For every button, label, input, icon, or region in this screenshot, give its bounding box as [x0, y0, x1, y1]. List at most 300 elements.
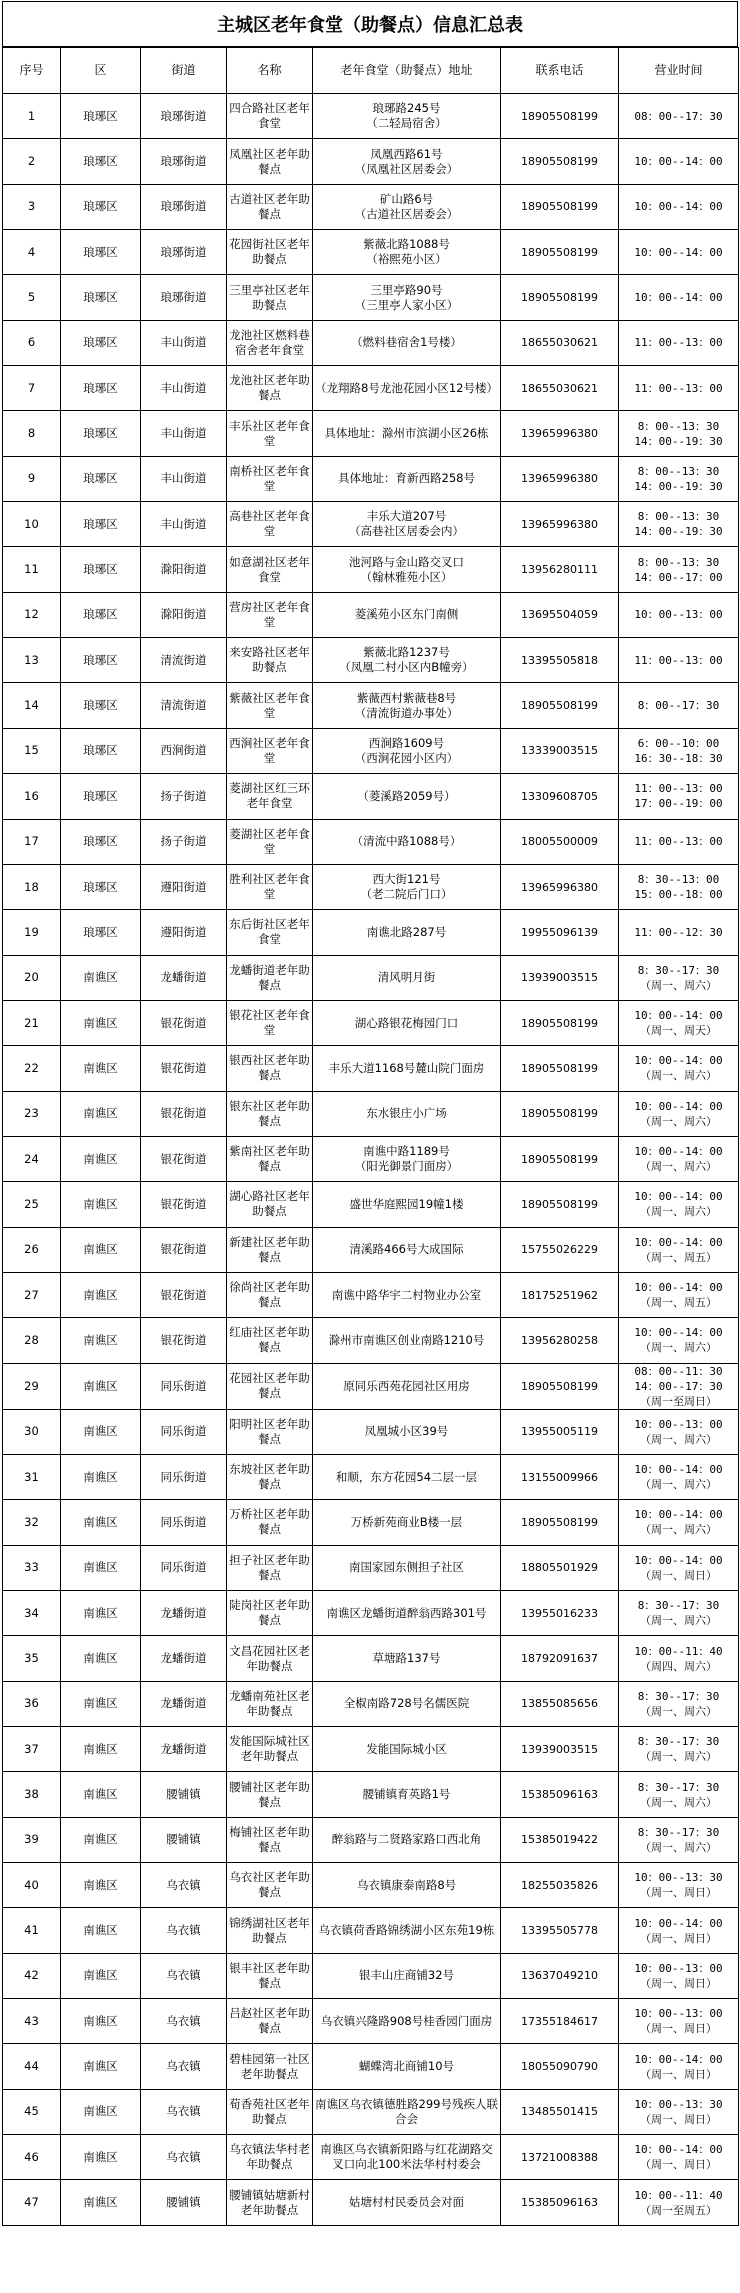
cell-address-text: 南谯区龙蟠街道醉翁西路301号 [326, 1605, 487, 1620]
cell-district [61, 1000, 141, 1045]
cell-street [141, 910, 227, 955]
cell-street [141, 955, 227, 1000]
cell-name-text: 银西社区老年助餐点 [229, 1053, 310, 1083]
cell-hours [619, 320, 739, 365]
cell-hours [619, 1681, 739, 1726]
cell-name [227, 1908, 313, 1953]
cell-address [313, 1636, 501, 1681]
cell-hours-text: 8：30--17：30 （周一、周六） [637, 1825, 720, 1854]
cell-district [61, 139, 141, 184]
cell-name-text: 如意湖社区老年食堂 [229, 554, 310, 584]
cell-district [61, 1454, 141, 1499]
cell-name-text: 龙蟠南苑社区老年助餐点 [229, 1688, 310, 1718]
cell-phone-text: 13339003515 [521, 744, 598, 758]
cell-district [61, 275, 141, 320]
cell-no [3, 94, 61, 139]
cell-street-text: 扬子街道 [160, 834, 207, 849]
cell-name-text: 陡岗社区老年助餐点 [229, 1598, 310, 1628]
cell-no-text: 22 [24, 1060, 39, 1075]
cell-district [61, 819, 141, 864]
table-row [3, 275, 739, 320]
cell-phone-text: 18655030621 [521, 336, 598, 350]
cell-no-text: 21 [24, 1015, 39, 1030]
cell-phone-text: 15385096163 [521, 2196, 598, 2210]
cell-address [313, 1953, 501, 1998]
cell-street [141, 864, 227, 909]
cell-phone-text: 13855085656 [521, 1697, 598, 1711]
cell-street [141, 366, 227, 411]
cell-address-text: 南谯区乌衣镇新阳路与红花湖路交叉口向北100米法华村村委会 [320, 2142, 493, 2172]
cell-name-text: 东后街社区老年食堂 [229, 917, 310, 947]
cell-phone-text: 15385096163 [521, 1788, 598, 1802]
cell-phone [501, 2180, 619, 2225]
cell-name-text: 发能国际城社区老年助餐点 [229, 1734, 310, 1764]
cell-phone-text: 18175251962 [521, 1288, 598, 1302]
cell-address-text: 南谯区乌衣镇德胜路299号残疾人联合会 [315, 2096, 498, 2126]
cell-street-text: 琅琊街道 [160, 290, 207, 305]
cell-address [313, 1454, 501, 1499]
cell-hours-text: 10：00--14：00 [634, 291, 723, 305]
cell-street [141, 1136, 227, 1181]
cell-hours-text: 10：00--14：00 （周一、周六） [634, 1463, 723, 1492]
cell-street-text: 琅琊街道 [160, 199, 207, 214]
cell-no [3, 910, 61, 955]
cell-phone-text: 18905508199 [521, 1197, 598, 1211]
cell-district-text: 南谯区 [83, 1378, 118, 1393]
cell-address-text: 紫薇北路1088号 （裕熙苑小区） [363, 237, 450, 267]
cell-address-text: 全椒南路728号名儒医院 [343, 1696, 470, 1711]
cell-name [227, 864, 313, 909]
cell-hours-text: 08：00--11：30 14：00--17：30 （周一至周日） [634, 1364, 723, 1408]
header-hours: 营业时间 [619, 48, 739, 94]
cell-phone [501, 1046, 619, 1091]
cell-hours [619, 819, 739, 864]
table-row [3, 1863, 739, 1908]
cell-name [227, 1500, 313, 1545]
cell-phone [501, 547, 619, 592]
table-row [3, 1772, 739, 1817]
cell-district-text: 琅琊区 [83, 834, 118, 849]
cell-name-text: 来安路社区老年助餐点 [229, 645, 310, 675]
cell-no-text: 42 [24, 1968, 39, 1983]
cell-street-text: 银花街道 [160, 1151, 207, 1166]
cell-phone-text: 18655030621 [521, 381, 598, 395]
cell-street-text: 清流街道 [160, 698, 207, 713]
cell-district [61, 1272, 141, 1317]
cell-no [3, 1091, 61, 1136]
cell-address [313, 1046, 501, 1091]
cell-hours-text: 8：30--17：30 （周一、周六） [637, 1689, 720, 1718]
cell-district [61, 1545, 141, 1590]
cell-name-text: 胜利社区老年食堂 [229, 872, 310, 902]
cell-phone-text: 18905508199 [521, 1016, 598, 1030]
cell-address [313, 1000, 501, 1045]
table-row [3, 366, 739, 411]
cell-district [61, 1182, 141, 1227]
cell-no [3, 2135, 61, 2180]
cell-address-text: 丰乐大道1168号麓山院门面房 [328, 1060, 485, 1075]
cell-address [313, 1227, 501, 1272]
cell-street-text: 龙蟠街道 [160, 1696, 207, 1711]
cell-address [313, 683, 501, 728]
cell-address [313, 2135, 501, 2180]
cell-district-text: 南谯区 [83, 1832, 118, 1847]
cell-hours-text: 10：00--11：40 （周四、周六） [634, 1644, 723, 1673]
cell-district-text: 琅琊区 [83, 290, 118, 305]
table-row [3, 910, 739, 955]
cell-no-text: 3 [27, 199, 36, 214]
cell-hours [619, 1363, 739, 1409]
cell-hours-text: 10：00--13：30 （周一、周日） [634, 1871, 723, 1900]
cell-no-text: 32 [24, 1514, 39, 1529]
cell-address-text: 紫薇西村紫薇巷8号 （清流街道办事处） [354, 690, 459, 720]
cell-district [61, 638, 141, 683]
cell-address-text: 乌衣镇兴隆路908号桂香园门面房 [320, 2013, 493, 2028]
cell-street [141, 139, 227, 184]
cell-district-text: 琅琊区 [83, 199, 118, 214]
cell-hours-text: 10：00--14：00 （周一、周天） [634, 1009, 723, 1038]
cell-address [313, 1908, 501, 1953]
table-row [3, 1227, 739, 1272]
table-row [3, 819, 739, 864]
table-row [3, 1136, 739, 1181]
cell-phone-text: 18905508199 [521, 699, 598, 713]
cell-street-text: 扬子街道 [160, 788, 207, 803]
page-title: 主城区老年食堂（助餐点）信息汇总表 [2, 1, 738, 47]
cell-no-text: 18 [24, 879, 39, 894]
cell-name-text: 菱湖社区红三环老年食堂 [229, 781, 310, 811]
cell-name [227, 1545, 313, 1590]
cell-address-text: 凤凰城小区39号 [364, 1424, 449, 1439]
cell-address [313, 1772, 501, 1817]
cell-street-text: 银花街道 [160, 1015, 207, 1030]
cell-district-text: 南谯区 [83, 1424, 118, 1439]
table-row [3, 1182, 739, 1227]
cell-street [141, 1454, 227, 1499]
cell-district-text: 南谯区 [83, 1605, 118, 1620]
cell-district [61, 1091, 141, 1136]
cell-hours [619, 1772, 739, 1817]
cell-phone [501, 910, 619, 955]
cell-no-text: 5 [27, 290, 36, 305]
cell-address [313, 502, 501, 547]
cell-name [227, 1591, 313, 1636]
cell-phone-text: 18005500009 [521, 835, 598, 849]
cell-no-text: 8 [27, 426, 36, 441]
table-row [3, 638, 739, 683]
cell-phone-text: 13955005119 [521, 1425, 598, 1439]
cell-phone-text: 13955016233 [521, 1606, 598, 1620]
cell-phone-text: 13965996380 [521, 472, 598, 486]
cell-name-text: 丰乐社区老年食堂 [229, 418, 310, 448]
cell-address [313, 1545, 501, 1590]
cell-address [313, 320, 501, 365]
cell-district-text: 南谯区 [83, 1332, 118, 1347]
cell-address-text: 池河路与金山路交叉口 （翰林雅苑小区） [349, 554, 464, 584]
cell-name [227, 1454, 313, 1499]
cell-hours [619, 2089, 739, 2134]
cell-no [3, 1545, 61, 1590]
cell-hours [619, 1318, 739, 1363]
table-row [3, 1545, 739, 1590]
cell-district-text: 琅琊区 [83, 154, 118, 169]
cell-district [61, 2044, 141, 2089]
cell-street-text: 遵阳街道 [160, 879, 207, 894]
cell-street-text: 银花街道 [160, 1332, 207, 1347]
cell-phone [501, 1454, 619, 1499]
table-row [3, 2044, 739, 2089]
table-row [3, 94, 739, 139]
cell-address [313, 1500, 501, 1545]
cell-district-text: 琅琊区 [83, 426, 118, 441]
cell-street-text: 琅琊街道 [160, 108, 207, 123]
cell-district-text: 琅琊区 [83, 380, 118, 395]
table-row [3, 1727, 739, 1772]
cell-street [141, 1908, 227, 1953]
cell-district-text: 南谯区 [83, 1696, 118, 1711]
cell-no-text: 7 [27, 380, 36, 395]
cell-address-text: 湖心路银花梅园门口 [354, 1015, 459, 1030]
cell-no-text: 16 [24, 788, 39, 803]
table-row [3, 411, 739, 456]
cell-phone [501, 320, 619, 365]
cell-street [141, 1727, 227, 1772]
cell-district [61, 1908, 141, 1953]
cell-phone-text: 13956280258 [521, 1333, 598, 1347]
cell-address [313, 774, 501, 819]
cell-district [61, 1409, 141, 1454]
cell-street-text: 同乐街道 [160, 1560, 207, 1575]
cell-hours [619, 1500, 739, 1545]
cell-no [3, 1272, 61, 1317]
cell-district [61, 456, 141, 501]
cell-hours [619, 2135, 739, 2180]
cell-name-text: 担子社区老年助餐点 [229, 1552, 310, 1582]
cell-address [313, 910, 501, 955]
cell-address-text: 发能国际城小区 [366, 1741, 447, 1756]
cell-hours-text: 8：00--13：30 14：00--17：00 [634, 555, 723, 584]
cell-name-text: 银丰社区老年助餐点 [229, 1960, 310, 1990]
cell-name [227, 2180, 313, 2225]
cell-street [141, 275, 227, 320]
cell-street-text: 银花街道 [160, 1242, 207, 1257]
cell-address [313, 638, 501, 683]
cell-district-text: 南谯区 [83, 1015, 118, 1030]
cell-address-text: 草塘路137号 [372, 1651, 441, 1666]
cell-street [141, 683, 227, 728]
cell-street-text: 乌衣镇 [166, 2104, 201, 2119]
cell-hours-text: 10：00--14：00 （周一、周日） [634, 2143, 723, 2172]
cell-district [61, 1046, 141, 1091]
cell-district [61, 592, 141, 637]
table-row [3, 1272, 739, 1317]
cell-district-text: 南谯区 [83, 2195, 118, 2210]
cell-street-text: 同乐街道 [160, 1378, 207, 1393]
cell-street-text: 乌衣镇 [166, 2059, 201, 2074]
cell-hours [619, 456, 739, 501]
cell-street [141, 2180, 227, 2225]
cell-name [227, 1727, 313, 1772]
cell-no [3, 774, 61, 819]
cell-address-text: 醉翁路与二贤路家路口西北角 [331, 1832, 482, 1847]
cell-no-text: 6 [27, 335, 36, 350]
cell-address-text: 南国家园东侧担子社区 [349, 1560, 464, 1575]
cell-no-text: 10 [24, 516, 39, 531]
cell-name [227, 456, 313, 501]
cell-hours [619, 728, 739, 773]
cell-hours [619, 1091, 739, 1136]
cell-phone-text: 18905508199 [521, 155, 598, 169]
cell-district [61, 184, 141, 229]
table-row [3, 1046, 739, 1091]
cell-hours [619, 1591, 739, 1636]
cell-street-text: 银花街道 [160, 1196, 207, 1211]
cell-hours-text: 8：00--13：30 14：00--19：30 [634, 464, 723, 493]
cell-hours [619, 1817, 739, 1862]
cell-street [141, 1318, 227, 1363]
cell-hours-text: 10：00--14：00 （周一、周日） [634, 2052, 723, 2081]
cell-hours-text: 10：00--13：00 （周一、周日） [634, 2007, 723, 2036]
cell-name-text: 紫薇社区老年食堂 [229, 690, 310, 720]
cell-no-text: 40 [24, 1877, 39, 1892]
cell-name-text: 高巷社区老年食堂 [229, 509, 310, 539]
cell-no-text: 2 [27, 154, 36, 169]
cell-street [141, 411, 227, 456]
cell-no [3, 1363, 61, 1409]
cell-phone [501, 184, 619, 229]
cell-hours [619, 139, 739, 184]
cell-name-text: 湖心路社区老年助餐点 [229, 1189, 310, 1219]
cell-phone-text: 18905508199 [521, 1379, 598, 1393]
table-row [3, 1908, 739, 1953]
cell-street-text: 丰山街道 [160, 516, 207, 531]
cell-name [227, 1363, 313, 1409]
cell-name [227, 139, 313, 184]
cell-no-text: 33 [24, 1560, 39, 1575]
cell-phone [501, 728, 619, 773]
cell-district [61, 366, 141, 411]
cell-hours-text: 8：00--13：30 14：00--19：30 [634, 510, 723, 539]
cell-no [3, 1727, 61, 1772]
cell-name [227, 1817, 313, 1862]
cell-hours-text: 11：00--12：30 [634, 925, 723, 939]
cell-address [313, 1727, 501, 1772]
cell-name [227, 592, 313, 637]
cell-address [313, 728, 501, 773]
cell-no [3, 592, 61, 637]
cell-district-text: 南谯区 [83, 1060, 118, 1075]
cell-district [61, 1999, 141, 2044]
cell-phone [501, 230, 619, 275]
cell-name-text: 腰铺社区老年助餐点 [229, 1779, 310, 1809]
cell-street-text: 丰山街道 [160, 380, 207, 395]
cell-street-text: 同乐街道 [160, 1469, 207, 1484]
cell-hours [619, 2180, 739, 2225]
cell-phone [501, 2135, 619, 2180]
cell-district-text: 南谯区 [83, 1968, 118, 1983]
header-street: 街道 [141, 48, 227, 94]
header-district: 区 [61, 48, 141, 94]
cell-street-text: 龙蟠街道 [160, 1741, 207, 1756]
table-row [3, 1591, 739, 1636]
cell-district-text: 南谯区 [83, 1741, 118, 1756]
cell-no [3, 411, 61, 456]
cell-address-text: 南谯北路287号 [366, 924, 447, 939]
cell-phone-text: 13965996380 [521, 427, 598, 441]
cell-no [3, 1863, 61, 1908]
cell-address [313, 1409, 501, 1454]
cell-name [227, 275, 313, 320]
cell-district [61, 1817, 141, 1862]
cell-no [3, 547, 61, 592]
cell-phone-text: 18905508199 [521, 1515, 598, 1529]
cell-address [313, 1591, 501, 1636]
cell-no [3, 864, 61, 909]
cell-street-text: 西涧街道 [160, 743, 207, 758]
cell-district [61, 1681, 141, 1726]
cell-name-text: 花园街社区老年助餐点 [229, 237, 310, 267]
cell-no-text: 19 [24, 924, 39, 939]
cell-address-text: 滁州市南谯区创业南路1210号 [328, 1332, 485, 1347]
cell-street [141, 1000, 227, 1045]
cell-district-text: 南谯区 [83, 1469, 118, 1484]
cell-hours [619, 1545, 739, 1590]
cell-address-text: 和顺，东方花园54二层一层 [335, 1469, 478, 1484]
cell-address [313, 1363, 501, 1409]
cell-name [227, 1046, 313, 1091]
cell-phone-text: 13309608705 [521, 789, 598, 803]
cell-district [61, 1591, 141, 1636]
table-row [3, 1636, 739, 1681]
cell-no-text: 26 [24, 1242, 39, 1257]
cell-phone-text: 17355184617 [521, 2014, 598, 2028]
cell-district-text: 琅琊区 [83, 335, 118, 350]
cell-street [141, 1591, 227, 1636]
cell-name-text: 新建社区老年助餐点 [229, 1234, 310, 1264]
cell-district [61, 547, 141, 592]
cell-no [3, 1681, 61, 1726]
cell-hours [619, 774, 739, 819]
cell-name-text: 凤凰社区老年助餐点 [229, 146, 310, 176]
cell-district [61, 411, 141, 456]
cell-name [227, 1999, 313, 2044]
cell-street-text: 银花街道 [160, 1060, 207, 1075]
cell-hours-text: 10：00--11：40 （周一至周五） [634, 2188, 723, 2217]
cell-no-text: 43 [24, 2013, 39, 2028]
cell-address [313, 1681, 501, 1726]
cell-name-text: 碧桂园第一社区老年助餐点 [229, 2051, 310, 2081]
cell-hours [619, 592, 739, 637]
cell-hours-text: 08：00--17：30 [634, 109, 723, 123]
cell-street [141, 774, 227, 819]
cell-name [227, 1953, 313, 1998]
cell-no-text: 30 [24, 1424, 39, 1439]
cell-name [227, 955, 313, 1000]
cell-name-text: 西涧社区老年食堂 [229, 735, 310, 765]
cell-address [313, 1863, 501, 1908]
table-row [3, 2180, 739, 2225]
cell-hours [619, 275, 739, 320]
cell-address [313, 819, 501, 864]
cell-phone [501, 1681, 619, 1726]
cell-address-text: 清溪路466号大成国际 [349, 1242, 464, 1257]
cell-street [141, 728, 227, 773]
cell-no [3, 456, 61, 501]
cell-hours-text: 10：00--14：00 （周一、周日） [634, 1916, 723, 1945]
cell-district-text: 南谯区 [83, 970, 118, 985]
cell-no-text: 1 [27, 108, 36, 123]
cell-no [3, 1454, 61, 1499]
